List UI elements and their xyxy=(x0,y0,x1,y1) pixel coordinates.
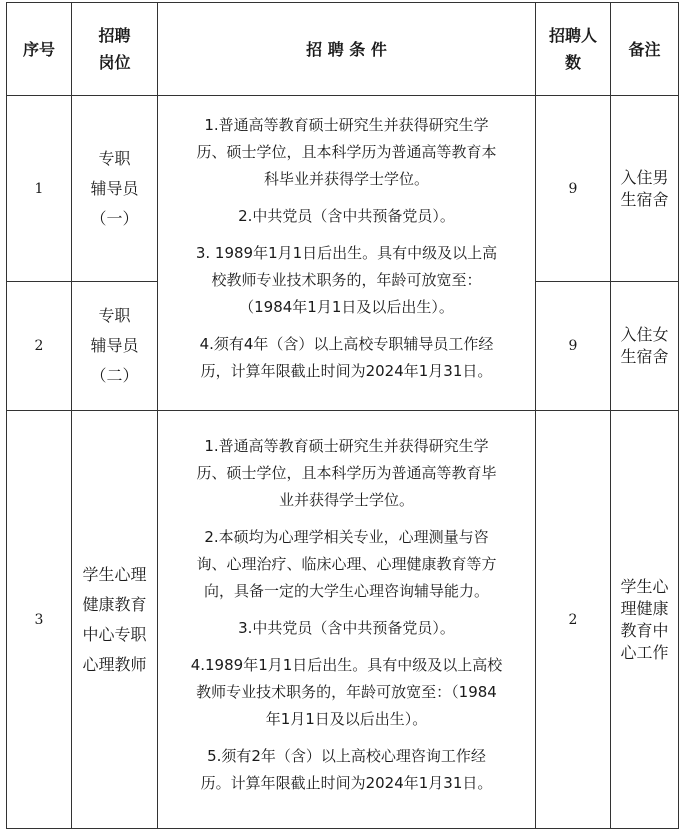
condition-line: 4.须有4年（含）以上高校专职辅导员工作经 xyxy=(199,334,494,353)
header-position xyxy=(72,3,158,96)
header-position-line: 岗位 xyxy=(98,53,131,72)
condition-line: 2.中共党员（含中共预备党员）。 xyxy=(238,206,455,225)
remark-line: 生宿舍 xyxy=(620,347,669,366)
row-remark xyxy=(611,282,679,411)
condition-line: （1984年1月1日及以后出生）。 xyxy=(239,297,454,316)
remark-line: 生宿舍 xyxy=(620,189,669,209)
position-line: 辅导员 xyxy=(90,336,139,355)
condition-line: 向，具备一定的大学生心理咨询辅导能力。 xyxy=(203,581,489,600)
position-line: 心理教师 xyxy=(82,654,147,674)
row-position xyxy=(72,96,158,282)
condition-item xyxy=(158,743,535,797)
condition-item xyxy=(158,615,535,642)
condition-line: 5.须有2年（含）以上高校心理咨询工作经 xyxy=(207,746,486,765)
header-conditions: 招 聘 条 件 xyxy=(158,3,536,96)
row-seq: 2 xyxy=(7,282,72,411)
recruitment-table xyxy=(6,2,679,829)
position-line: 专职 xyxy=(98,148,131,168)
header-seq: 序号 xyxy=(7,3,72,96)
condition-line: 3. 1989年1月1日后出生。具有中级及以上高 xyxy=(195,243,498,262)
condition-line: 年1月1日及以后出生）。 xyxy=(265,709,428,728)
table-row xyxy=(7,411,679,829)
condition-line: 历，计算年限截止时间为2024年1月31日。 xyxy=(200,361,493,380)
position-line: 辅导员 xyxy=(90,178,139,198)
header-row xyxy=(7,3,679,96)
condition-line: 1.普通高等教育硕士研究生并获得研究生学 xyxy=(204,436,489,455)
condition-item xyxy=(158,433,535,514)
condition-line: 3.中共党员（含中共预备党员）。 xyxy=(238,618,455,637)
row-count: 9 xyxy=(536,96,611,282)
row-position xyxy=(72,282,158,411)
remark-line: 入住男 xyxy=(620,167,669,187)
conditions-cell xyxy=(158,411,536,829)
remark-line: 心工作 xyxy=(620,642,669,662)
condition-line: 4.1989年1月1日后出生。具有中级及以上高校 xyxy=(190,655,503,674)
condition-line: 历。计算年限截止时间为2024年1月31日。 xyxy=(200,773,493,792)
condition-item xyxy=(158,652,535,733)
condition-line: 教师专业技术职务的，年龄可放宽至：（1984 xyxy=(196,682,497,701)
condition-line: 校教师专业技术职务的，年龄可放宽至： xyxy=(211,270,482,289)
condition-line: 历、硕士学位，且本科学历为普通高等教育毕 xyxy=(196,463,497,482)
position-line: 健康教育 xyxy=(82,594,147,614)
condition-line: 1.普通高等教育硕士研究生并获得研究生学 xyxy=(204,115,489,134)
condition-line: 历、硕士学位，且本科学历为普通高等教育本 xyxy=(196,142,497,161)
header-count-line: 招聘人 xyxy=(548,26,597,45)
row-seq: 1 xyxy=(7,96,72,282)
position-line: 学生心理 xyxy=(82,564,147,584)
conditions-cell xyxy=(158,96,536,411)
condition-item xyxy=(158,203,535,230)
row-remark xyxy=(611,96,679,282)
condition-item xyxy=(158,112,535,193)
condition-item xyxy=(158,240,535,321)
position-line: 专职 xyxy=(98,306,131,325)
header-remark: 备注 xyxy=(611,3,679,96)
position-line: 中心专职 xyxy=(82,624,147,644)
remark-line: 学生心 xyxy=(620,576,669,596)
remark-line: 入住女 xyxy=(620,325,669,344)
row-seq: 3 xyxy=(7,411,72,829)
condition-line: 科毕业并获得学士学位。 xyxy=(263,169,429,188)
condition-line: 询、心理治疗、临床心理、心理健康教育等方 xyxy=(196,554,497,573)
condition-line: 2.本硕均为心理学相关专业，心理测量与咨 xyxy=(204,527,489,546)
condition-item xyxy=(158,524,535,605)
header-count xyxy=(536,3,611,96)
row-position xyxy=(72,411,158,829)
remark-line: 教育中 xyxy=(620,620,669,640)
row-remark xyxy=(611,411,679,829)
header-position-line: 招聘 xyxy=(98,26,131,45)
table-row xyxy=(7,96,679,282)
condition-item xyxy=(158,331,535,385)
condition-line: 业并获得学士学位。 xyxy=(278,490,414,509)
remark-line: 理健康 xyxy=(620,598,669,618)
position-line: （二） xyxy=(90,366,139,385)
row-count: 9 xyxy=(536,282,611,411)
row-count: 2 xyxy=(536,411,611,829)
header-count-line: 数 xyxy=(564,53,581,72)
position-line: （一） xyxy=(90,208,139,228)
